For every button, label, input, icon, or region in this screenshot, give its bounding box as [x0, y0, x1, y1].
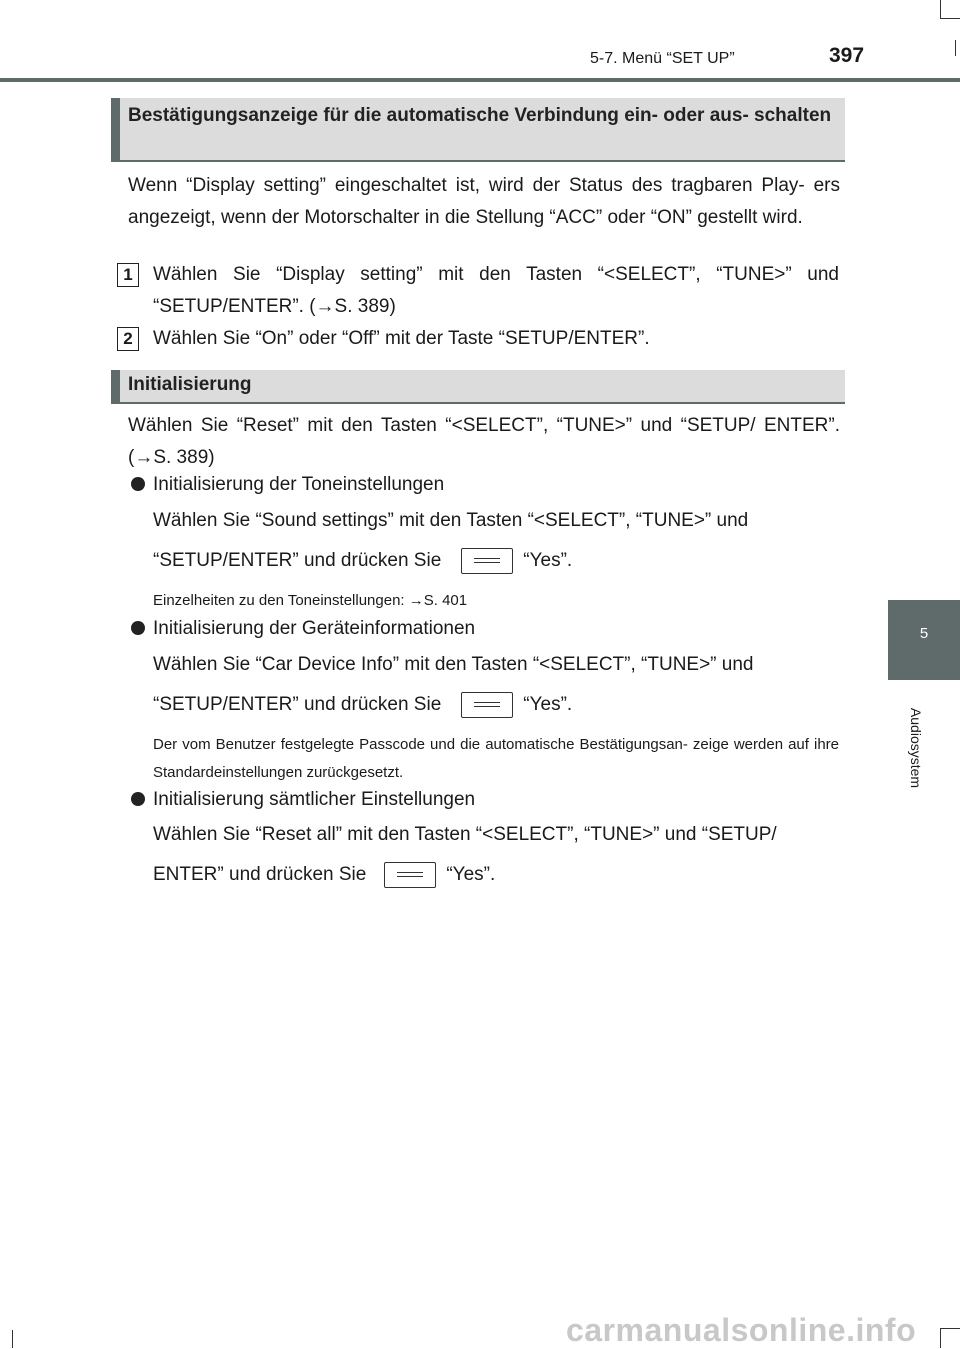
watermark: carmanualsonline.info	[566, 1312, 917, 1348]
section-heading-initialisierung: Initialisierung	[111, 370, 845, 404]
section1-intro: Wenn “Display setting” eingeschaltet ist, wird der Status des tragbaren Play- ers angezeigt, wenn der Motorschalter in die Stellung “ACC” oder “ON” gestellt wird.	[128, 175, 840, 228]
bullet-icon	[131, 792, 145, 806]
item1-yes: “Yes”.	[523, 550, 573, 571]
crop-mark	[955, 40, 956, 56]
item3-line2	[153, 859, 839, 891]
item2-line2	[153, 689, 839, 721]
item1-line2-text: “SETUP/ENTER” und drücken Sie	[153, 550, 442, 571]
step-number-1: 1	[117, 263, 139, 287]
enter-button-icon	[384, 862, 436, 888]
running-header: 5-7. Menü “SET UP”	[590, 50, 735, 67]
page-number: 397	[829, 44, 865, 67]
item3-line2-text: ENTER” und drücken Sie	[153, 864, 367, 885]
enter-button-icon	[461, 548, 513, 574]
crop-mark	[940, 0, 941, 18]
item2-yes: “Yes”.	[523, 694, 573, 715]
item3-yes: “Yes”.	[446, 864, 496, 885]
item1-title: Initialisierung der Toneinstellungen	[153, 474, 445, 495]
item2-line1: Wählen Sie “Car Device Info” mit den Tasten “<SELECT”, “TUNE>” und	[153, 654, 754, 675]
item3-line1: Wählen Sie “Reset all” mit den Tasten “<SELECT”, “TUNE>” und “SETUP/	[153, 824, 777, 845]
section2-intro: Wählen Sie “Reset” mit den Tasten “<SELECT”, “TUNE>” und “SETUP/ ENTER”. (→S. 389)	[128, 415, 840, 468]
item2-note: Der vom Benutzer festgelegte Passcode und die automatische Bestätigungsan- zeige werden auf ihre Standardeinstellungen zurückgesetzt.	[153, 736, 839, 781]
crop-mark	[940, 1328, 941, 1348]
section-heading-display-setting: Bestätigungsanzeige für die automatische Verbindung ein- oder aus- schalten	[111, 98, 845, 162]
bullet-icon	[131, 621, 145, 635]
item2-line2-text: “SETUP/ENTER” und drücken Sie	[153, 694, 442, 715]
item2-title: Initialisierung der Geräteinformationen	[153, 618, 476, 639]
item3-title: Initialisierung sämtlicher Einstellungen	[153, 789, 476, 810]
crop-mark	[12, 1330, 13, 1348]
chapter-tab	[888, 600, 960, 680]
header-rule	[0, 78, 960, 82]
chapter-label-text: Audiosystem	[908, 707, 924, 789]
item1-line2	[153, 545, 839, 577]
bullet-icon	[131, 477, 145, 491]
chapter-number: 5	[919, 625, 929, 642]
enter-button-icon	[461, 692, 513, 718]
step-text-1: Wählen Sie “Display setting” mit den Tasten “<SELECT”, “TUNE>” und “SETUP/ENTER”. (→S. 389)	[153, 264, 839, 317]
item1-note: Einzelheiten zu den Toneinstellungen: →S. 401	[153, 592, 468, 609]
step-number-2: 2	[117, 327, 139, 351]
crop-mark	[940, 1328, 960, 1329]
crop-mark	[940, 18, 960, 19]
item1-line1: Wählen Sie “Sound settings” mit den Tasten “<SELECT”, “TUNE>” und	[153, 510, 749, 531]
chapter-label	[906, 693, 926, 803]
step-text-2: Wählen Sie “On” oder “Off” mit der Taste “SETUP/ENTER”.	[153, 328, 650, 349]
